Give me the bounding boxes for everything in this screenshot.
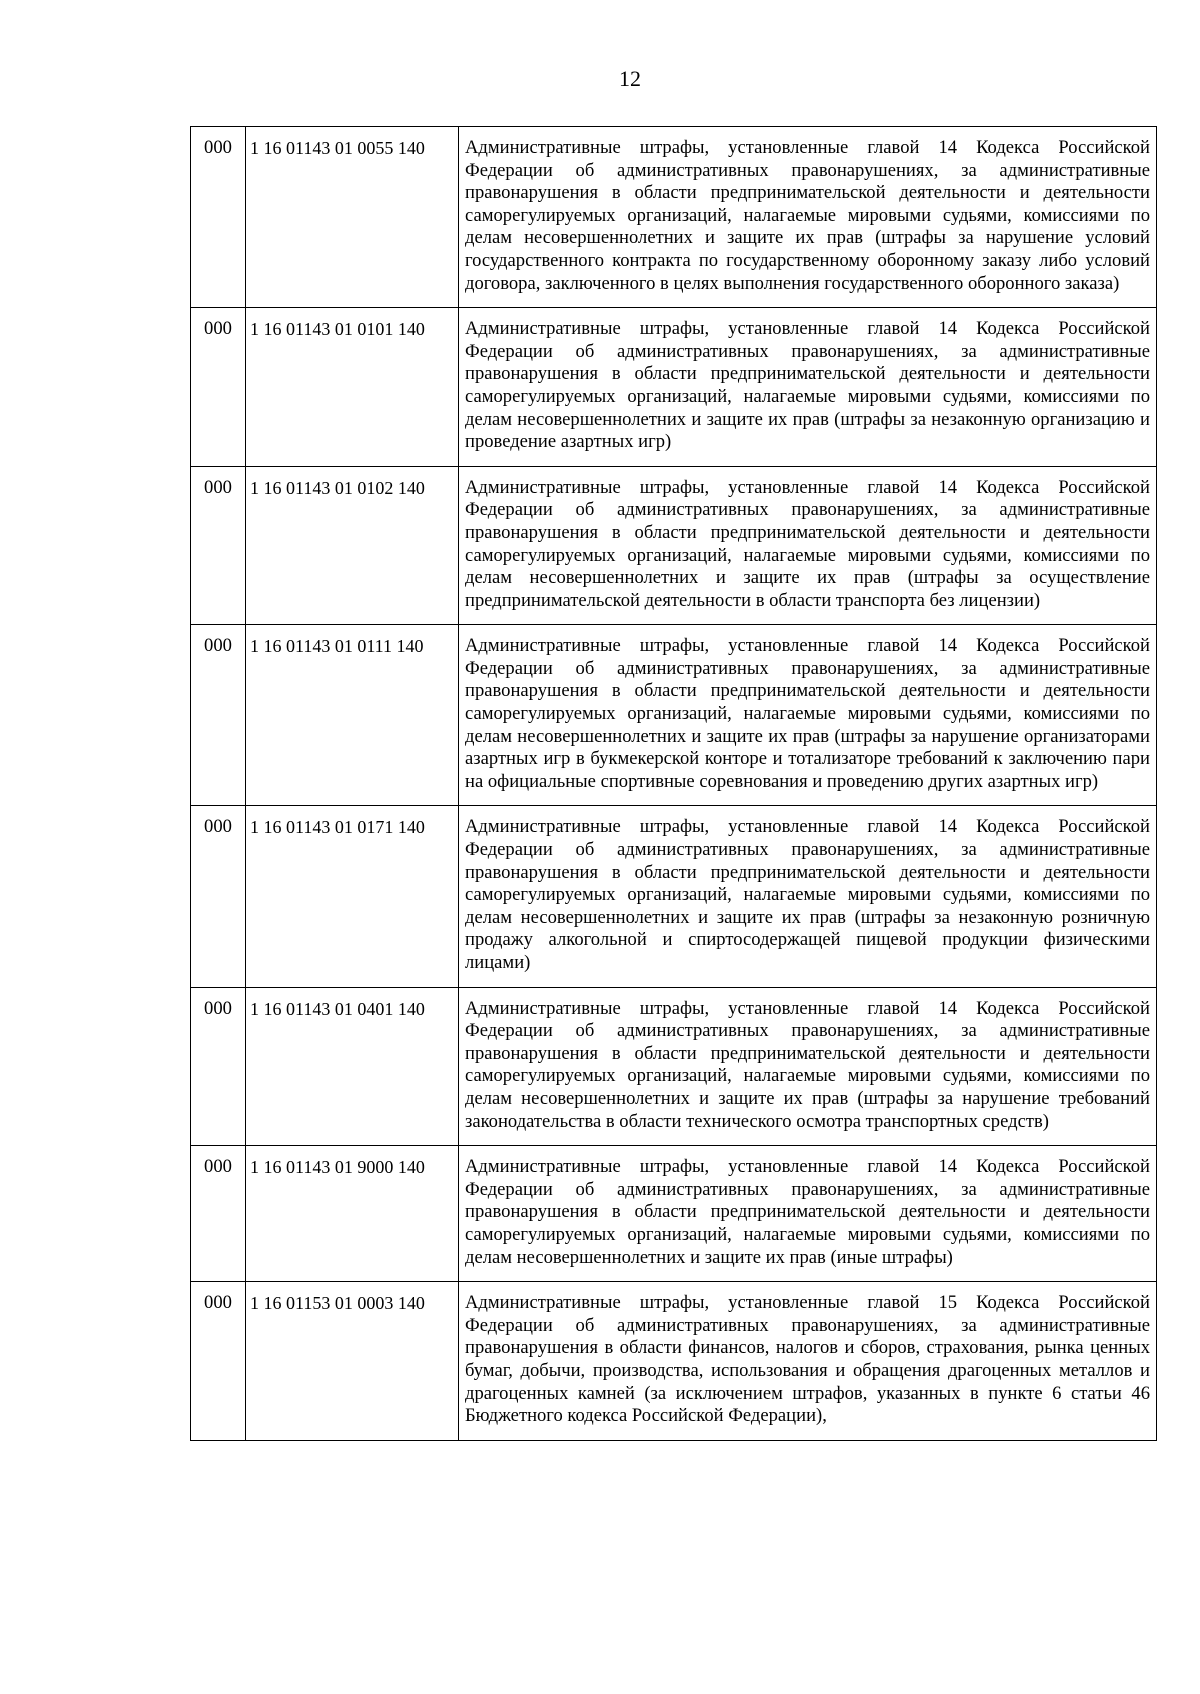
budget-code-cell: 1 16 01143 01 0101 140 (246, 308, 459, 467)
description-cell: Административные штрафы, установленные главой 14 Кодекса Российской Федерации об административных правонарушениях, за административные правонарушения в области предпринимательской деятельности и деятельности саморегулируемых организаций, налагаемые мировыми судьями, комиссиями по делам несовершеннолетних и защите их прав (штрафы за незаконную розничную продажу алкогольной и спиртосодержащей пищевой продукции физическими лицами) (459, 806, 1157, 987)
admin-code-cell: 000 (191, 1146, 246, 1282)
budget-code-cell: 1 16 01143 01 9000 140 (246, 1146, 459, 1282)
table-row (191, 466, 1157, 625)
description-cell: Административные штрафы, установленные главой 14 Кодекса Российской Федерации об административных правонарушениях, за административные правонарушения в области предпринимательской деятельности и деятельности саморегулируемых организаций, налагаемые мировыми судьями, комиссиями по делам несовершеннолетних и защите их прав (иные штрафы) (459, 1146, 1157, 1282)
admin-code-cell: 000 (191, 987, 246, 1146)
admin-code-cell: 000 (191, 806, 246, 987)
description-cell: Административные штрафы, установленные главой 14 Кодекса Российской Федерации об административных правонарушениях, за административные правонарушения в области предпринимательской деятельности и деятельности саморегулируемых организаций, налагаемые мировыми судьями, комиссиями по делам несовершеннолетних и защите их прав (штрафы за осуществление предпринимательской деятельности в области транспорта без лицензии) (459, 466, 1157, 625)
description-cell: Административные штрафы, установленные главой 14 Кодекса Российской Федерации об административных правонарушениях, за административные правонарушения в области предпринимательской деятельности и деятельности саморегулируемых организаций, налагаемые мировыми судьями, комиссиями по делам несовершеннолетних и защите их прав (штрафы за нарушение условий государственного контракта по государственному оборонному заказу либо условий договора, заключенного в целях выполнения государственного оборонного заказа) (459, 127, 1157, 308)
admin-code-cell: 000 (191, 1282, 246, 1441)
admin-code-cell: 000 (191, 625, 246, 806)
table-row (191, 1146, 1157, 1282)
budget-code-cell: 1 16 01143 01 0401 140 (246, 987, 459, 1146)
description-cell: Административные штрафы, установленные главой 14 Кодекса Российской Федерации об административных правонарушениях, за административные правонарушения в области предпринимательской деятельности и деятельности саморегулируемых организаций, налагаемые мировыми судьями, комиссиями по делам несовершеннолетних и защите их прав (штрафы за нарушение требований законодательства в области технического осмотра транспортных средств) (459, 987, 1157, 1146)
page-number: 12 (619, 66, 641, 91)
admin-code-cell: 000 (191, 308, 246, 467)
table-row (191, 625, 1157, 806)
budget-code-cell: 1 16 01153 01 0003 140 (246, 1282, 459, 1441)
budget-code-cell: 1 16 01143 01 0171 140 (246, 806, 459, 987)
description-cell: Административные штрафы, установленные главой 14 Кодекса Российской Федерации об административных правонарушениях, за административные правонарушения в области предпринимательской деятельности и деятельности саморегулируемых организаций, налагаемые мировыми судьями, комиссиями по делам несовершеннолетних и защите их прав (штрафы за незаконную организацию и проведение азартных игр) (459, 308, 1157, 467)
description-cell: Административные штрафы, установленные главой 15 Кодекса Российской Федерации об административных правонарушениях, за административные правонарушения в области финансов, налогов и сборов, страхования, рынка ценных бумаг, добычи, производства, использования и обращения драгоценных металлов и драгоценных камней (за исключением штрафов, указанных в пункте 6 статьи 46 Бюджетного кодекса Российской Федерации), (459, 1282, 1157, 1441)
table-row (191, 1282, 1157, 1441)
budget-code-cell: 1 16 01143 01 0055 140 (246, 127, 459, 308)
budget-codes-table (190, 126, 1157, 1441)
admin-code-cell: 000 (191, 127, 246, 308)
budget-code-cell: 1 16 01143 01 0111 140 (246, 625, 459, 806)
table-row (191, 806, 1157, 987)
table-row (191, 987, 1157, 1146)
description-cell: Административные штрафы, установленные главой 14 Кодекса Российской Федерации об административных правонарушениях, за административные правонарушения в области предпринимательской деятельности и деятельности саморегулируемых организаций, налагаемые мировыми судьями, комиссиями по делам несовершеннолетних и защите их прав (штрафы за нарушение организаторами азартных игр в букмекерской конторе и тотализаторе требований к заключению пари на официальные спортивные соревнования и проведению других азартных игр) (459, 625, 1157, 806)
table-row (191, 127, 1157, 308)
budget-code-cell: 1 16 01143 01 0102 140 (246, 466, 459, 625)
table-row (191, 308, 1157, 467)
admin-code-cell: 000 (191, 466, 246, 625)
